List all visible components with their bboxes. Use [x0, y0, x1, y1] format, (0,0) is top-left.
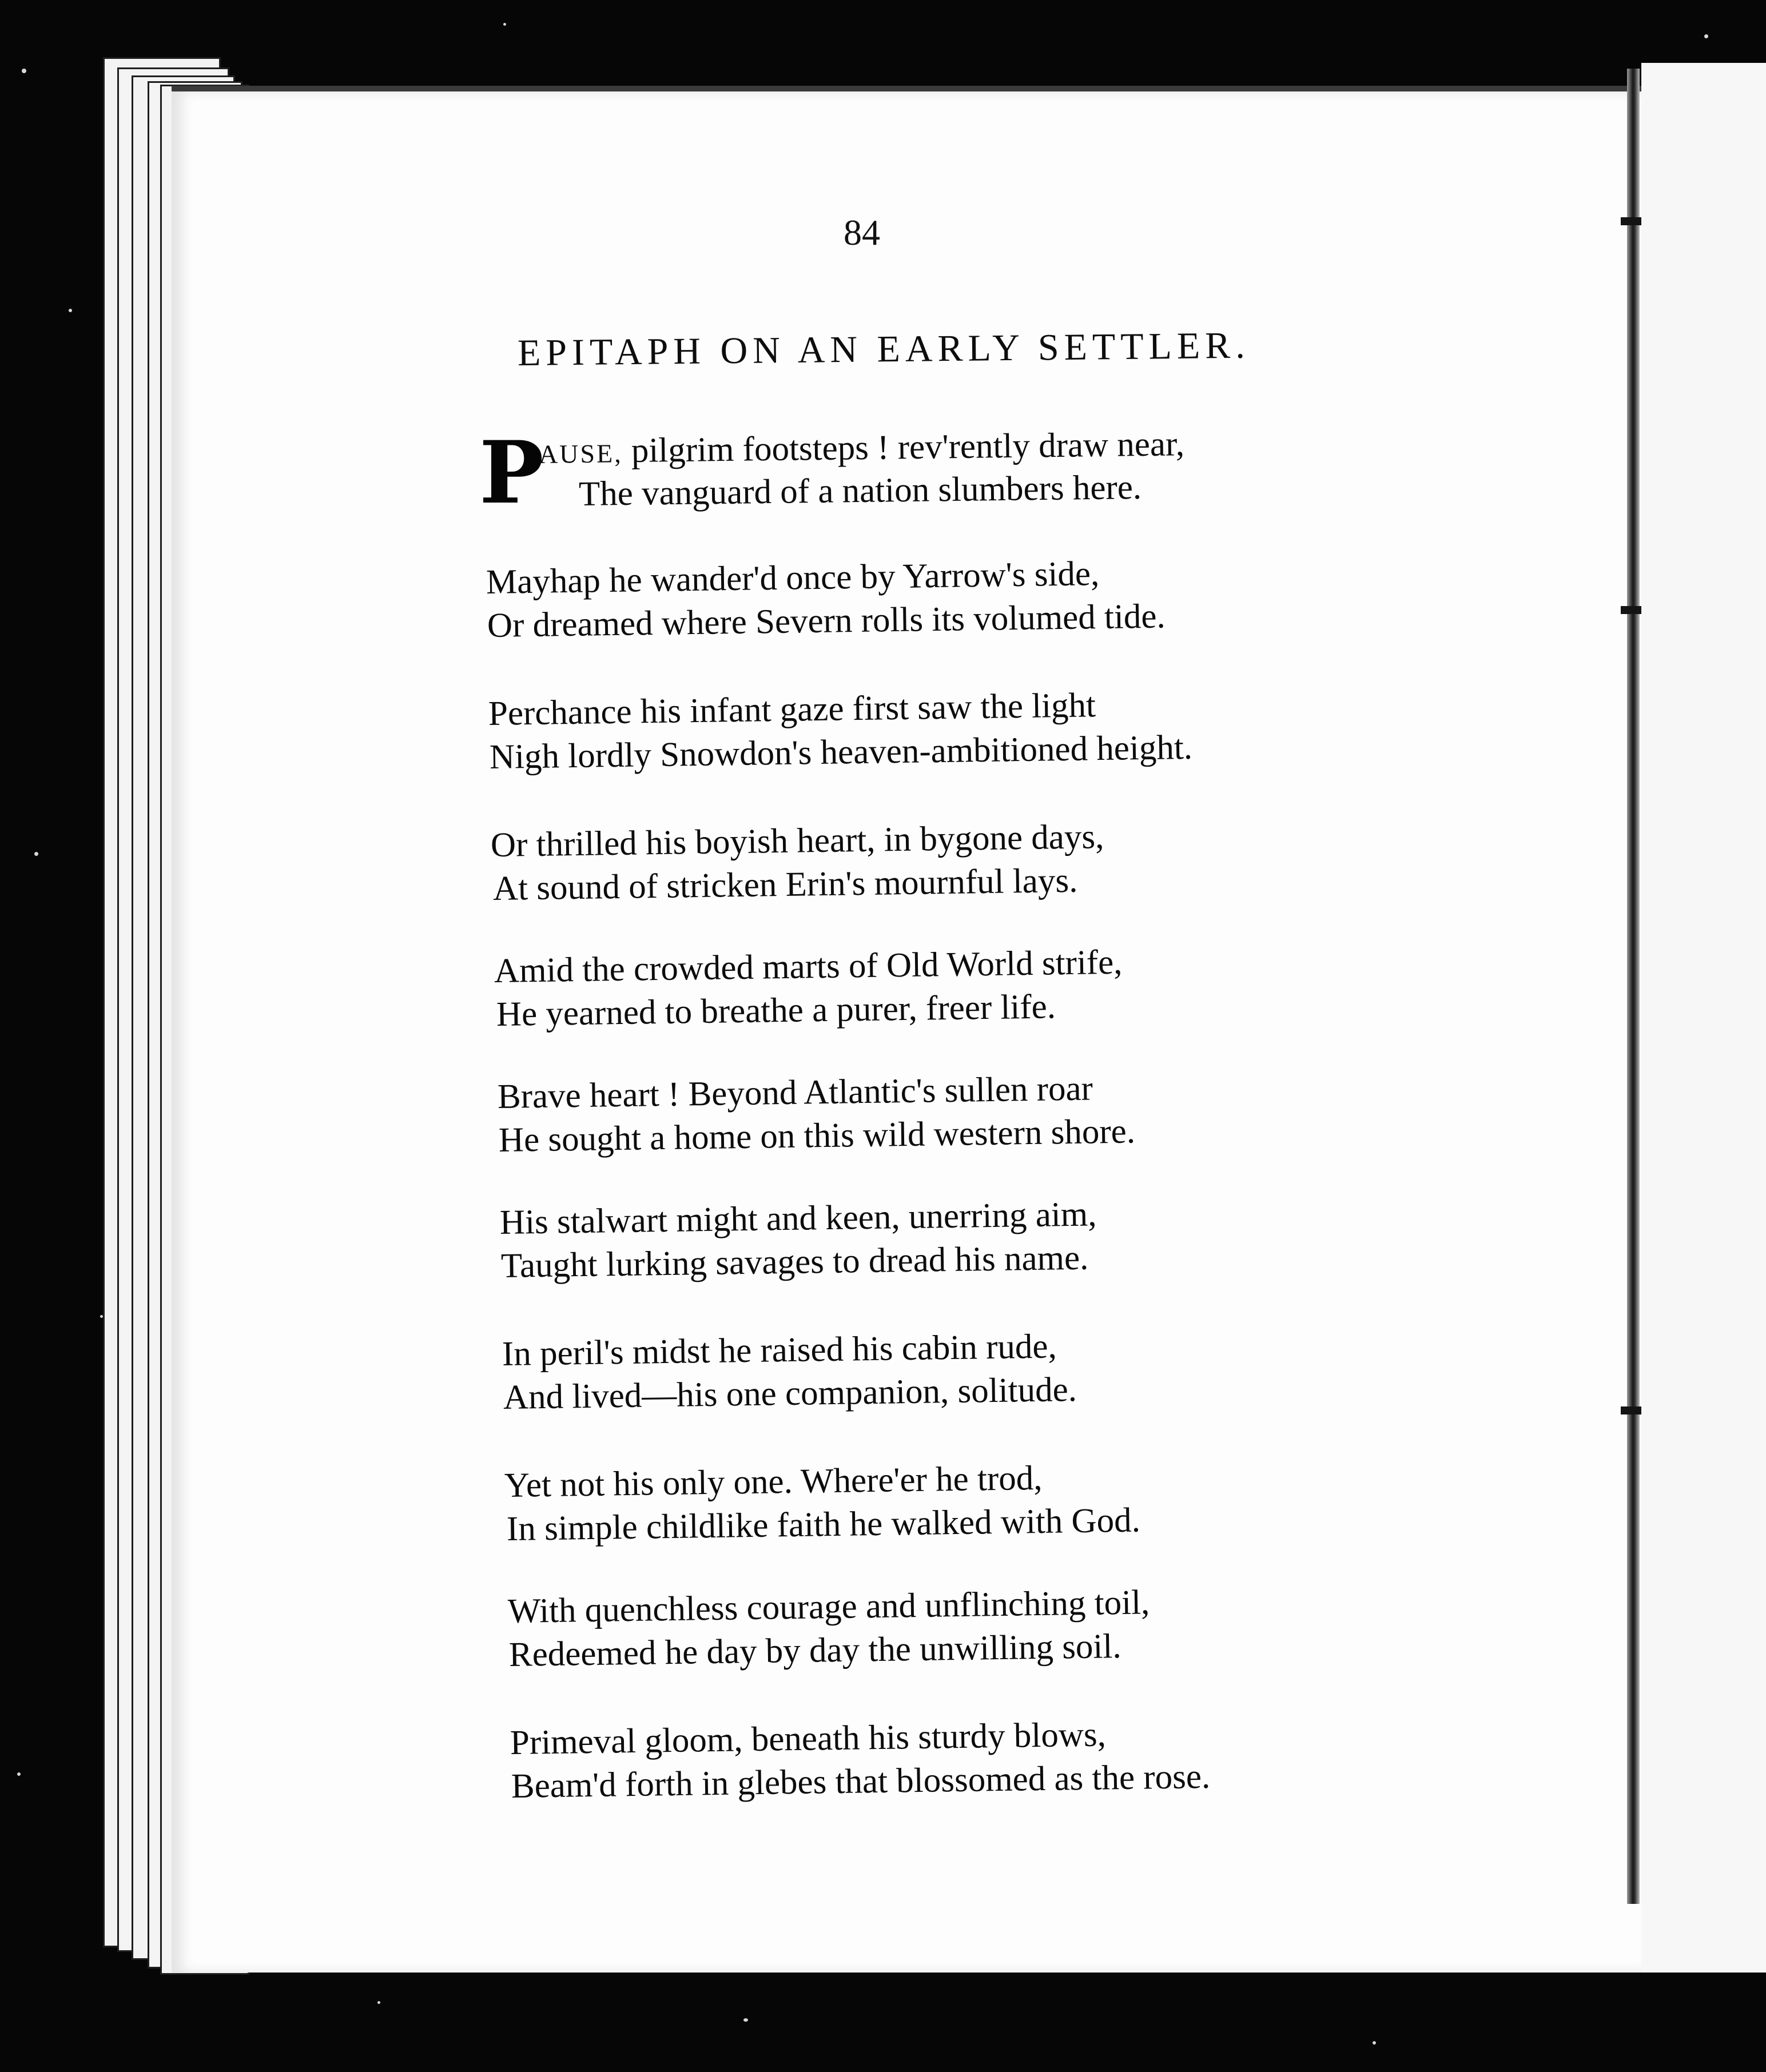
- verse-line: With quenchless courage and unflinching toil,: [507, 1583, 1150, 1631]
- verse-line: Taught lurking savages to dread his name.: [500, 1238, 1089, 1285]
- verse-line: Nigh lordly Snowdon's heaven-ambitioned height.: [489, 728, 1193, 776]
- verse-line-1-rest: pilgrim footsteps ! rev'rently draw near,: [622, 425, 1185, 471]
- verse-line: Primeval gloom, beneath his sturdy blows,: [510, 1715, 1107, 1762]
- verse-line: Or dreamed where Severn rolls its volumed tide.: [487, 597, 1166, 645]
- scan-speck: [503, 23, 506, 26]
- verse-line: He sought a home on this wild western shore.: [498, 1112, 1136, 1159]
- scan-speck: [1373, 2041, 1376, 2045]
- verse-line: In peril's midst he raised his cabin rude,: [502, 1327, 1057, 1373]
- poem-title: EPITAPH ON AN EARLY SETTLER.: [517, 324, 1251, 374]
- verse-line: Beam'd forth in glebes that blossomed as the rose.: [511, 1757, 1211, 1806]
- scan-speck: [69, 309, 72, 312]
- verse-line: His stalwart might and keen, unerring aim,: [499, 1195, 1097, 1242]
- spine-notch: [1621, 1406, 1641, 1414]
- verse-line: In simple childlike faith he walked with God.: [506, 1501, 1141, 1548]
- verse-line: He yearned to breathe a purer, freer life.: [496, 987, 1056, 1034]
- scan-speck: [1704, 34, 1708, 38]
- scan-speck: [377, 2001, 380, 2004]
- verse-line: Yet not his only one. Where'er he trod,: [504, 1459, 1043, 1505]
- spine-notch: [1621, 217, 1641, 225]
- verse-line-1: [539, 427, 1185, 472]
- scan-speck: [22, 69, 26, 73]
- spine-notch: [1621, 606, 1641, 614]
- book-spine: [1627, 69, 1640, 1904]
- verse-line: Amid the crowded marts of Old World strife,: [494, 943, 1123, 990]
- verse-line: Mayhap he wander'd once by Yarrow's side,: [486, 555, 1100, 601]
- drop-cap: P: [479, 423, 544, 523]
- facing-page-strip: [1641, 63, 1766, 1973]
- verse-line: Perchance his infant gaze first saw the light: [488, 686, 1096, 733]
- verse-line: Redeemed he day by day the unwilling soil.: [508, 1627, 1122, 1674]
- verse-line: And lived—his one companion, solitude.: [503, 1370, 1077, 1417]
- scan-speck: [17, 1772, 21, 1776]
- verse-line: At sound of stricken Erin's mournful lays.: [492, 861, 1078, 908]
- verse-line: Brave heart ! Beyond Atlantic's sullen roar: [497, 1069, 1093, 1116]
- scan-speck: [34, 852, 38, 856]
- page-number: 84: [844, 212, 880, 253]
- verse-line: The vanguard of a nation slumbers here.: [578, 468, 1142, 513]
- small-caps-word: AUSE,: [538, 439, 623, 469]
- scan-speck: [743, 2018, 748, 2022]
- verse-line: Or thrilled his boyish heart, in bygone days,: [490, 818, 1104, 864]
